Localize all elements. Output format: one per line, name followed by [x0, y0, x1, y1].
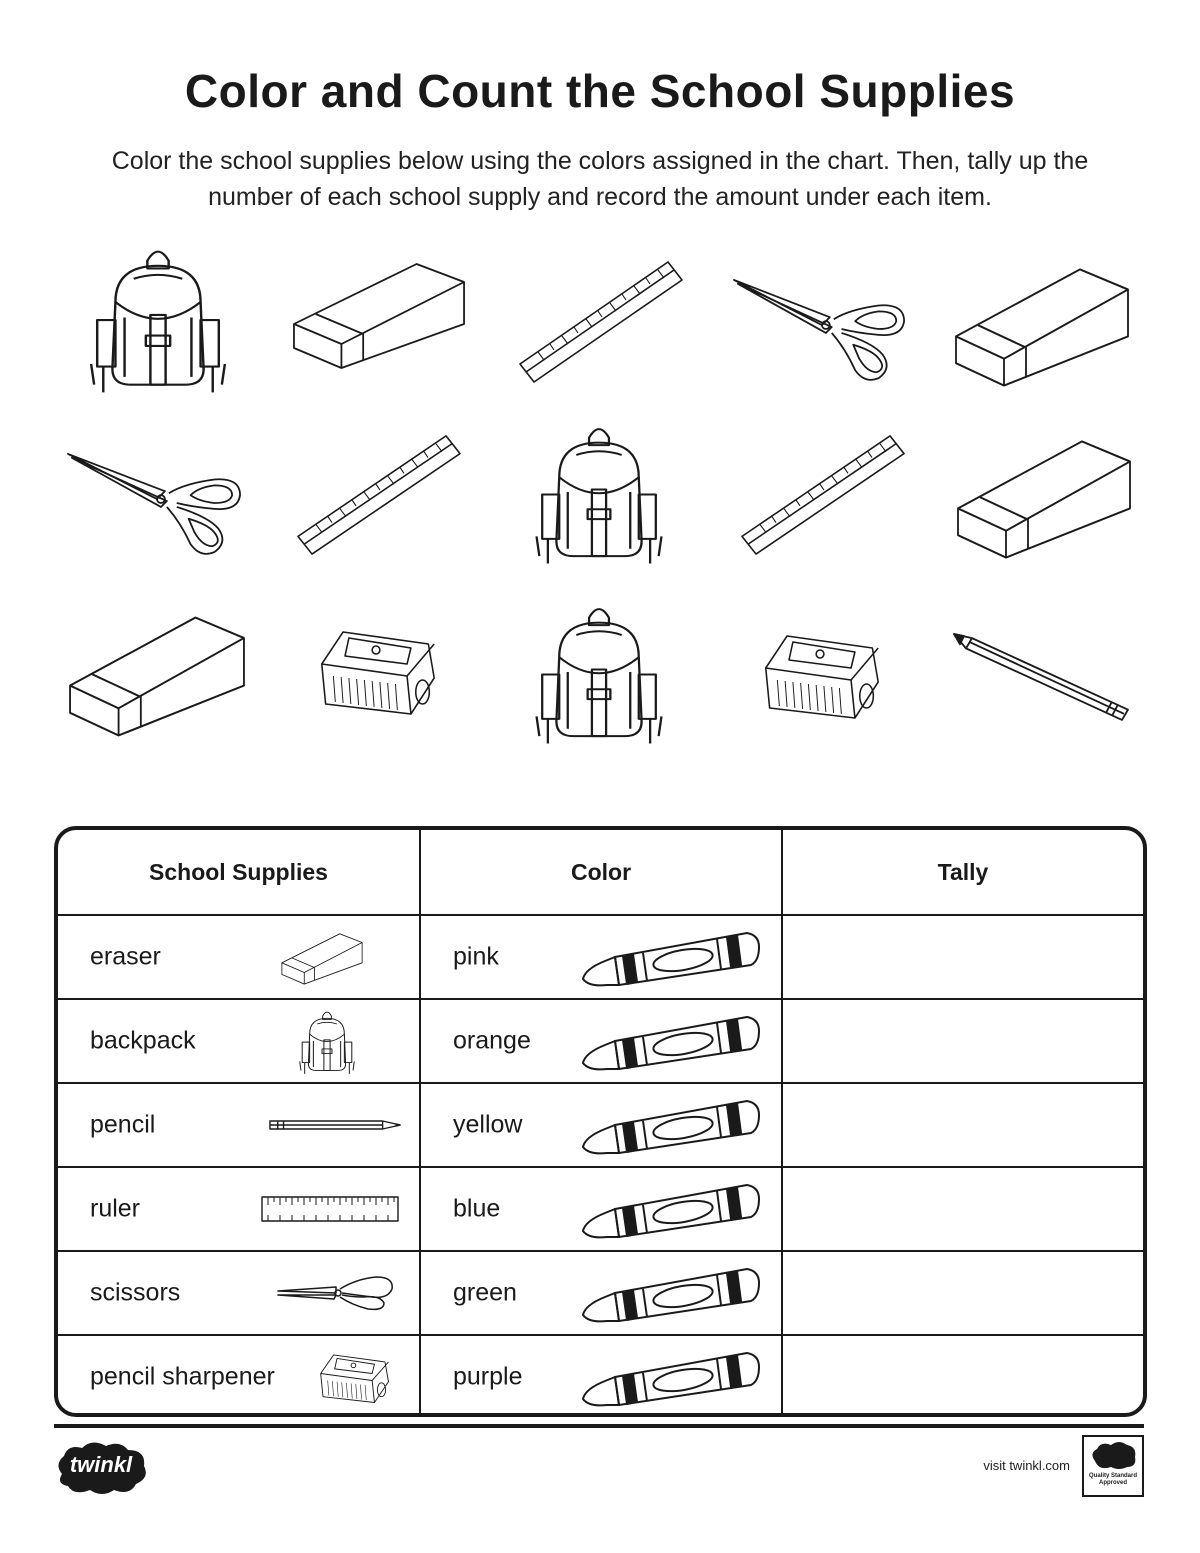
supply-cell: [58, 999, 420, 1083]
supply-label: ruler: [90, 1194, 141, 1223]
supply-label: pencil sharpener: [90, 1362, 275, 1391]
supply-cell: [58, 1335, 420, 1417]
color-label: orange: [453, 1026, 531, 1055]
eraser-icon[interactable]: [66, 604, 248, 740]
scissors-icon[interactable]: [732, 276, 908, 384]
twinkl-logo[interactable]: [52, 1438, 150, 1496]
ruler-icon[interactable]: [294, 430, 464, 558]
color-label: yellow: [453, 1110, 523, 1139]
badge-cloud-icon: [1089, 1441, 1137, 1471]
eraser-icon: [280, 928, 364, 986]
crayon-icon: [581, 1263, 761, 1323]
visit-link[interactable]: visit twinkl.com: [983, 1458, 1070, 1473]
supply-label: pencil: [90, 1110, 156, 1139]
tally-cell[interactable]: [782, 999, 1143, 1083]
pencil-icon: [268, 1118, 404, 1132]
header-school-supplies: School Supplies: [58, 830, 420, 915]
crayon-icon: [581, 1011, 761, 1071]
ruler-icon: [260, 1195, 400, 1223]
quality-badge: [1082, 1435, 1144, 1497]
ruler-icon[interactable]: [516, 256, 686, 386]
color-cell: [420, 1083, 782, 1167]
tally-cell[interactable]: [782, 1167, 1143, 1251]
color-cell: [420, 1167, 782, 1251]
scissors-icon: [276, 1273, 396, 1313]
footer-divider: [54, 1424, 1144, 1428]
supply-label: backpack: [90, 1026, 196, 1055]
color-cell: [420, 1335, 782, 1417]
supply-cell: [58, 1251, 420, 1335]
tally-cell[interactable]: [782, 1335, 1143, 1417]
sharpener-icon[interactable]: [758, 624, 884, 724]
color-cell: [420, 915, 782, 999]
header-tally: Tally: [782, 830, 1143, 915]
page-title: Color and Count the School Supplies: [184, 65, 1016, 117]
table-row: [58, 1251, 1143, 1335]
eraser-icon[interactable]: [952, 256, 1132, 390]
supply-cell: [58, 1083, 420, 1167]
color-label: purple: [453, 1362, 523, 1391]
color-label: blue: [453, 1194, 501, 1223]
tally-cell[interactable]: [782, 1083, 1143, 1167]
scissors-icon[interactable]: [66, 450, 244, 558]
backpack-icon[interactable]: [82, 240, 234, 395]
supply-label: scissors: [90, 1278, 181, 1307]
supplies-table: [58, 830, 1143, 1417]
table-row: [58, 1167, 1143, 1251]
tally-cell[interactable]: [782, 915, 1143, 999]
color-label: green: [453, 1278, 517, 1307]
table-row: [58, 999, 1143, 1083]
crayon-icon: [581, 1179, 761, 1239]
tally-cell[interactable]: [782, 1251, 1143, 1335]
crayon-icon: [581, 927, 761, 987]
sharpener-icon: [316, 1348, 392, 1406]
header-color: Color: [420, 830, 782, 915]
ruler-icon[interactable]: [738, 430, 908, 558]
backpack-icon: [296, 1007, 358, 1075]
backpack-icon[interactable]: [528, 598, 670, 746]
table-header-row: [58, 830, 1143, 915]
color-cell: [420, 1251, 782, 1335]
eraser-icon[interactable]: [290, 252, 468, 372]
badge-text: Quality Standard Approved: [1088, 1473, 1137, 1486]
instructions-text: Color the school supplies below using the colors assigned in the chart. Then, tally up the number of each school supply and record the amount under each item.: [111, 147, 1089, 211]
sharpener-icon[interactable]: [314, 620, 440, 720]
pencil-icon[interactable]: [952, 632, 1132, 724]
table-row: [58, 915, 1143, 999]
supply-label: eraser: [90, 942, 161, 971]
eraser-icon[interactable]: [954, 428, 1134, 562]
crayon-icon: [581, 1095, 761, 1155]
table-row: [58, 1335, 1143, 1417]
color-label: pink: [453, 942, 499, 971]
color-cell: [420, 999, 782, 1083]
logo-text: twinkl: [69, 1452, 133, 1477]
backpack-icon[interactable]: [528, 418, 670, 566]
supplies-table-frame: [54, 826, 1147, 1417]
table-row: [58, 1083, 1143, 1167]
supply-cell: [58, 1167, 420, 1251]
supply-cell: [58, 915, 420, 999]
crayon-icon: [581, 1347, 761, 1407]
